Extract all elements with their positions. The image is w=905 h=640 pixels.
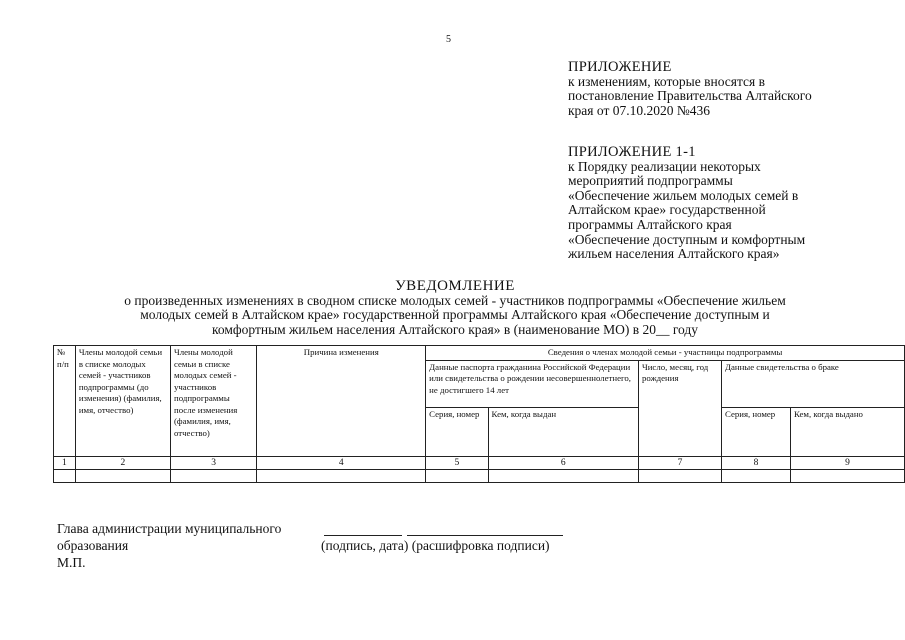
empty-cell	[75, 469, 170, 482]
header-marriage-series: Серия, номер	[721, 407, 790, 456]
empty-cell	[639, 469, 722, 482]
notice-subtitle-line: о произведенных изменениях в сводном списке молодых семей - участников подпрограммы «Обеспечение жильем	[124, 293, 786, 308]
appendix-title: ПРИЛОЖЕНИЕ	[568, 59, 672, 75]
empty-cell	[488, 469, 638, 482]
appendix-1-1-line: жильем населения Алтайского края»	[568, 246, 780, 262]
empty-cell	[791, 469, 905, 482]
column-number: 3	[170, 456, 256, 469]
page-number: 5	[446, 34, 451, 45]
head-title-line: Глава администрации муниципального	[57, 521, 282, 536]
appendix-1-1-line: «Обеспечение жильем молодых семей в	[568, 187, 799, 203]
header-passport: Данные паспорта гражданина Российской Федерации или свидетельства о рождении несовершеннолетнего, не достигшего 14 лет	[426, 360, 639, 407]
appendix-1-1-line: мероприятий подпрограммы	[568, 173, 733, 189]
signature-line	[324, 535, 402, 536]
column-number: 1	[54, 456, 76, 469]
header-passport-issued: Кем, когда выдан	[488, 407, 638, 456]
column-number: 9	[791, 456, 905, 469]
appendix-block	[568, 60, 812, 118]
column-number: 4	[257, 456, 426, 469]
column-number: 6	[488, 456, 638, 469]
head-title-line: образования	[57, 538, 129, 553]
empty-cell	[426, 469, 488, 482]
empty-cell	[170, 469, 256, 482]
header-group-info: Сведения о членах молодой семьи - участницы подпрограммы	[426, 346, 905, 361]
header-passport-series: Серия, номер	[426, 407, 488, 456]
header-marriage-issued: Кем, когда выдано	[791, 407, 905, 456]
notice-table	[53, 345, 905, 483]
header-birth-date: Число, месяц, год рождения	[639, 360, 722, 456]
column-number: 2	[75, 456, 170, 469]
head-title	[57, 520, 281, 571]
header-marriage: Данные свидетельства о браке	[721, 360, 904, 407]
notice-subtitle-line: комфортным жильем населения Алтайского края» в (наименование МО) в 20__ году	[211, 321, 699, 337]
stamp-label: М.П.	[57, 555, 86, 570]
appendix-1-1-line: программы Алтайского края	[568, 216, 732, 232]
empty-cell	[721, 469, 790, 482]
empty-cell	[54, 469, 76, 482]
header-no: № п/п	[54, 346, 76, 457]
appendix-line: края от 07.10.2020 №436	[568, 102, 710, 118]
appendix-1-1-title: ПРИЛОЖЕНИЕ 1-1	[568, 144, 696, 160]
appendix-1-1-line: «Обеспечение доступным и комфортным	[568, 231, 806, 247]
column-number: 7	[639, 456, 722, 469]
header-reason: Причина изменения	[257, 346, 426, 457]
notice-subtitle-line: молодых семей в Алтайском крае» государственной программы Алтайского края «Обеспечение доступным и	[140, 307, 770, 323]
column-number: 5	[426, 456, 488, 469]
appendix-1-1-line: Алтайском крае» государственной	[568, 202, 766, 218]
column-number: 8	[721, 456, 790, 469]
notice-heading	[60, 278, 850, 337]
header-members-before: Члены молодой семьи в списке молодых семей - участников подпрограммы (до изменения) (фамилия, имя, отчество)	[75, 346, 170, 457]
appendix-line: постановление Правительства Алтайского	[568, 88, 812, 104]
empty-cell	[257, 469, 426, 482]
signature-decode-line	[407, 535, 563, 536]
signature-caption: (подпись, дата) (расшифровка подписи)	[321, 538, 550, 553]
header-members-after: Члены молодой семьи в списке молодых семей - участников подпрограммы после изменения (фамилия, имя, отчество)	[170, 346, 256, 457]
notice-title: УВЕДОМЛЕНИЕ	[395, 278, 515, 294]
appendix-1-1-line: к Порядку реализации некоторых	[568, 158, 761, 174]
appendix-1-1-block	[568, 145, 805, 262]
appendix-line: к изменениям, которые вносятся в	[568, 73, 766, 89]
